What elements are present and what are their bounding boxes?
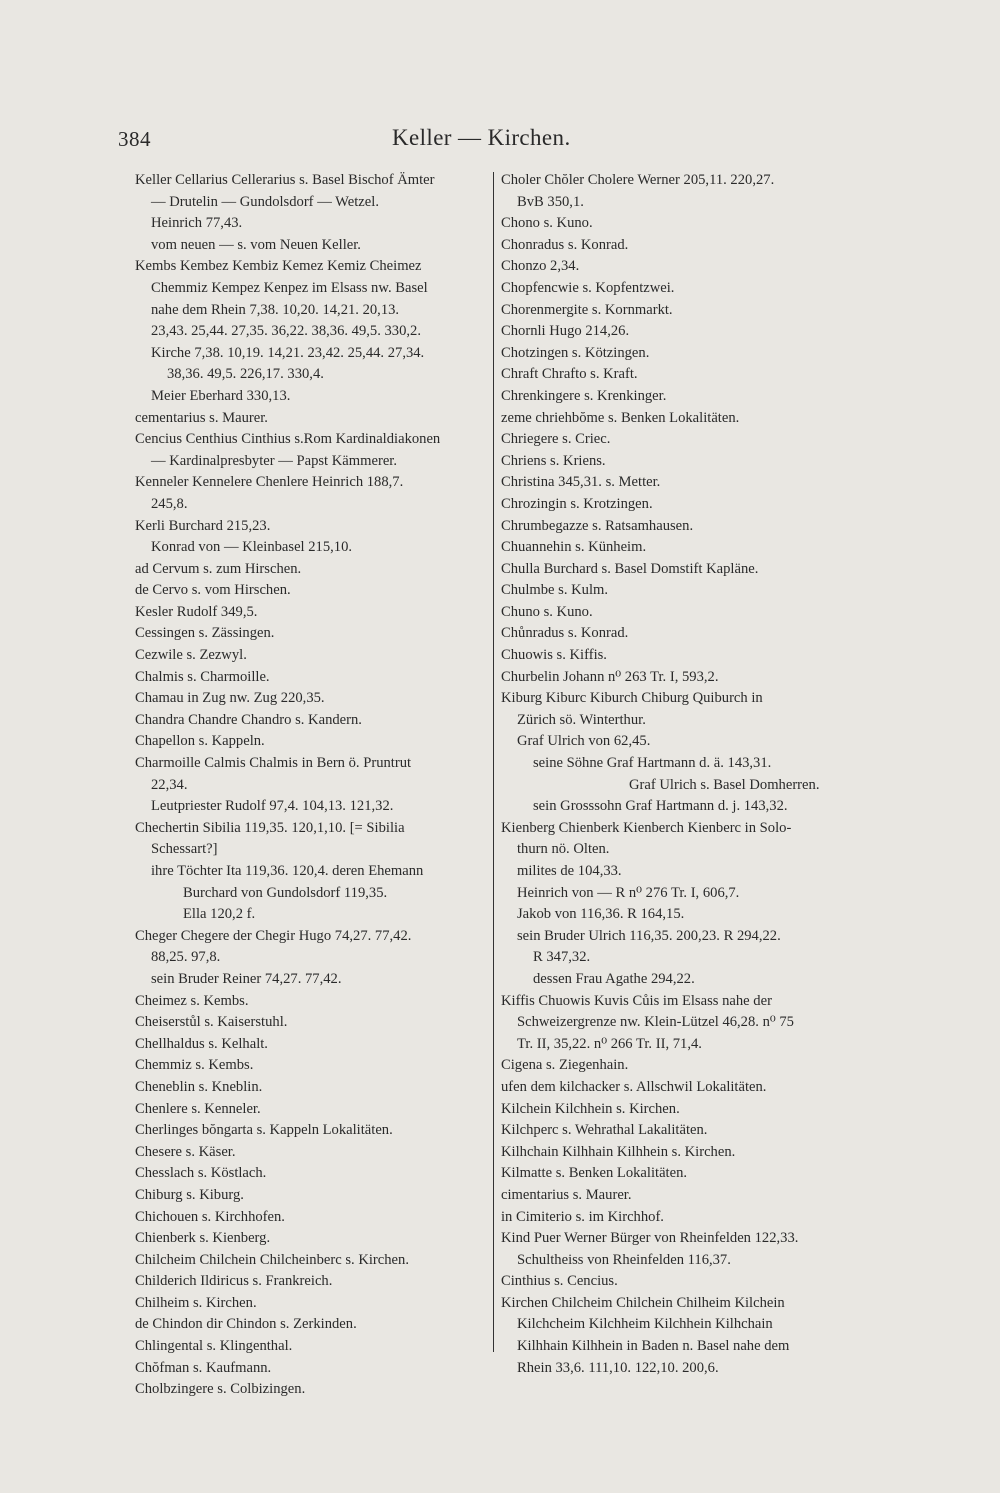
index-entry: Choler Chŏler Cholere Werner 205,11. 220,27.: [501, 172, 775, 188]
index-entry: Cencius Centhius Cinthius s.Rom Kardinaldiakonen: [135, 431, 441, 448]
index-entry: Schultheiss von Rheinfelden 116,37.: [517, 1251, 731, 1268]
index-entry: Cinthius s. Cencius.: [501, 1273, 618, 1290]
index-entry: Chilheim s. Kirchen.: [135, 1294, 257, 1311]
index-entry: Zürich sö. Winterthur.: [517, 711, 646, 728]
index-entry: ufen dem kilchacker s. Allschwil Lokalitäten.: [501, 1078, 767, 1095]
index-entry: sein Bruder Ulrich 116,35. 200,23. R 294,22.: [517, 927, 781, 944]
index-entry: milites de 104,33.: [517, 863, 622, 879]
index-entry: Chapellon s. Kappeln.: [135, 733, 265, 750]
index-entry: Kiburg Kiburc Kiburch Chiburg Quiburch in: [501, 690, 763, 707]
index-entry: in Cimiterio s. im Kirchhof.: [501, 1208, 664, 1225]
index-entry: sein Grosssohn Graf Hartmann d. j. 143,32.: [533, 798, 788, 815]
index-entry: Chechertin Sibilia 119,35. 120,1,10. [= Sibilia: [135, 819, 405, 836]
index-entry: Meier Eberhard 330,13.: [151, 387, 291, 404]
index-entry: Chorenmergite s. Kornmarkt.: [501, 301, 673, 318]
index-entry: Chonzo 2,34.: [501, 258, 580, 275]
index-entry: zeme chriehbŏme s. Benken Lokalitäten.: [501, 409, 740, 426]
index-entry: Cholbzingere s. Colbizingen.: [135, 1381, 306, 1398]
index-entry: Chrozingin s. Krotzingen.: [501, 495, 653, 512]
index-entry: Cheiserstůl s. Kaiserstuhl.: [135, 1014, 288, 1031]
index-entry: Leutpriester Rudolf 97,4. 104,13. 121,32.: [151, 798, 394, 815]
index-entry: Cessingen s. Zässingen.: [135, 625, 275, 642]
index-entry: Kilhhain Kilhhein in Baden n. Basel nahe dem: [517, 1338, 790, 1355]
index-entry: Chesere s. Käser.: [135, 1143, 236, 1160]
index-entry: Chellhaldus s. Kelhalt.: [135, 1035, 268, 1052]
index-entry: Tr. II, 35,22. n⁰ 266 Tr. II, 71,4.: [517, 1035, 702, 1052]
index-entry: Kirche 7,38. 10,19. 14,21. 23,42. 25,44. 27,34.: [151, 344, 425, 361]
index-entry: Charmoille Calmis Chalmis in Bern ö. Pruntrut: [135, 755, 412, 772]
index-entry: Chopfencwie s. Kopfentzwei.: [501, 279, 675, 296]
index-entry: Kenneler Kennelere Chenlere Heinrich 188,7.: [135, 474, 404, 491]
index-entry: Kerli Burchard 215,23.: [135, 517, 271, 534]
left-column: [135, 170, 487, 1401]
index-entry: R 347,32.: [533, 949, 591, 966]
index-entry: Chlingental s. Klingenthal.: [135, 1338, 293, 1355]
index-entry: Chuno s. Kuno.: [501, 603, 593, 620]
index-entry: 22,34.: [151, 776, 188, 793]
index-entry: de Cervo s. vom Hirschen.: [135, 582, 291, 599]
index-entry: Konrad von — Kleinbasel 215,10.: [151, 539, 353, 556]
index-entry: Chornli Hugo 214,26.: [501, 323, 630, 340]
index-entry: Chulla Burchard s. Basel Domstift Kapläne.: [501, 560, 759, 577]
index-entry: Chriens s. Kriens.: [501, 452, 606, 469]
index-entry: Jakob von 116,36. R 164,15.: [517, 906, 685, 923]
index-entry: Chichouen s. Kirchhofen.: [135, 1208, 285, 1225]
index-entry: Kilchein Kilchhein s. Kirchen.: [501, 1100, 680, 1117]
index-entry: Chemmiz Kempez Kenpez im Elsass nw. Basel: [151, 279, 428, 296]
index-entry: Schessart?]: [151, 841, 218, 858]
index-entry: de Chindon dir Chindon s. Zerkinden.: [135, 1316, 357, 1333]
index-entry: ad Cervum s. zum Hirschen.: [135, 560, 302, 577]
index-entry: Chonradus s. Konrad.: [501, 236, 629, 253]
right-column: [501, 170, 863, 1379]
index-entry: Heinrich 77,43.: [151, 215, 243, 232]
index-entry: Kembs Kembez Kembiz Kemez Kemiz Cheimez: [135, 258, 422, 275]
index-entry: Chrenkingere s. Krenkinger.: [501, 387, 667, 404]
index-entry: Childerich Ildiricus s. Frankreich.: [135, 1273, 333, 1290]
index-entry: Chulmbe s. Kulm.: [501, 582, 609, 599]
index-entry: — Drutelin — Gundolsdorf — Wetzel.: [151, 193, 379, 210]
index-entry: Kilchcheim Kilchheim Kilchhein Kilhchain: [517, 1316, 773, 1333]
index-entry: Chamau in Zug nw. Zug 220,35.: [135, 690, 325, 707]
index-entry: 88,25. 97,8.: [151, 949, 221, 966]
index-entry: Kienberg Chienberk Kienberch Kienberc in Solo-: [501, 819, 792, 836]
index-entry: Kind Puer Werner Bürger von Rheinfelden 122,33.: [501, 1230, 799, 1247]
index-entry: Ella 120,2 f.: [183, 906, 256, 923]
index-entry: Chraft Chrafto s. Kraft.: [501, 366, 638, 383]
index-entry: — Kardinalpresbyter — Papst Kämmerer.: [151, 452, 397, 469]
index-entry: 38,36. 49,5. 226,17. 330,4.: [167, 366, 324, 383]
index-entry: Schweizergrenze nw. Klein-Lützel 46,28. n⁰ 75: [517, 1014, 794, 1031]
index-entry: Chienberk s. Kienberg.: [135, 1230, 271, 1247]
index-entry: Cezwile s. Zezwyl.: [135, 647, 247, 664]
running-title: Keller — Kirchen.: [392, 125, 571, 150]
index-entry: Chotzingen s. Kötzingen.: [501, 344, 650, 361]
index-entry: Cheimez s. Kembs.: [135, 992, 249, 1009]
index-entry: Kirchen Chilcheim Chilchein Chilheim Kilchein: [501, 1294, 785, 1311]
index-entry: Kiffis Chuowis Kuvis Cůis im Elsass nahe der: [501, 992, 772, 1009]
index-entry: 23,43. 25,44. 27,35. 36,22. 38,36. 49,5. 330,2.: [151, 323, 421, 340]
index-entry: 245,8.: [151, 495, 188, 512]
index-entry: Kilhchain Kilhhain Kilhhein s. Kirchen.: [501, 1143, 736, 1160]
index-entry: Graf Ulrich s. Basel Domherren.: [629, 776, 820, 793]
index-entry: Chrumbegazze s. Ratsamhausen.: [501, 517, 694, 534]
index-entry: Chemmiz s. Kembs.: [135, 1057, 254, 1074]
index-entry: dessen Frau Agathe 294,22.: [533, 970, 695, 987]
index-entry: vom neuen — s. vom Neuen Keller.: [151, 236, 361, 253]
index-entry: Chůnradus s. Konrad.: [501, 625, 629, 642]
index-entry: Chilcheim Chilchein Chilcheinberc s. Kirchen.: [135, 1251, 409, 1268]
index-entry: Kilmatte s. Benken Lokalitäten.: [501, 1165, 688, 1182]
index-entry: sein Bruder Reiner 74,27. 77,42.: [151, 970, 342, 987]
index-entry: Cheger Chegere der Chegir Hugo 74,27. 77,42.: [135, 927, 412, 944]
index-entry: Christina 345,31. s. Metter.: [501, 474, 661, 491]
index-entry: Churbelin Johann n⁰ 263 Tr. I, 593,2.: [501, 668, 719, 685]
index-entry: Cigena s. Ziegenhain.: [501, 1057, 629, 1074]
index-entry: Kesler Rudolf 349,5.: [135, 603, 258, 620]
index-entry: seine Söhne Graf Hartmann d. ä. 143,31.: [533, 755, 772, 772]
index-entry: BvB 350,1.: [517, 193, 584, 210]
index-entry: Chiburg s. Kiburg.: [135, 1186, 244, 1203]
index-entry: Chesslach s. Köstlach.: [135, 1165, 267, 1182]
column-divider: [493, 172, 494, 1352]
index-entry: thurn nö. Olten.: [517, 841, 610, 858]
index-entry: Chriegere s. Criec.: [501, 431, 611, 448]
page-number: 384: [118, 127, 151, 151]
index-entry: cementarius s. Maurer.: [135, 409, 268, 426]
index-entry: Kilchperc s. Wehrathal Lakalitäten.: [501, 1122, 708, 1139]
index-entry: Chalmis s. Charmoille.: [135, 668, 270, 685]
index-entry: Chuowis s. Kiffis.: [501, 647, 607, 664]
index-entry: Chenlere s. Kenneler.: [135, 1100, 261, 1117]
index-entry: Burchard von Gundolsdorf 119,35.: [183, 884, 388, 901]
index-entry: Chono s. Kuno.: [501, 215, 593, 232]
index-entry: Cherlinges bŏngarta s. Kappeln Lokalitäten.: [135, 1122, 393, 1139]
index-entry: Cheneblin s. Kneblin.: [135, 1078, 263, 1095]
index-entry: cimentarius s. Maurer.: [501, 1186, 632, 1203]
index-entry: Chuannehin s. Künheim.: [501, 539, 647, 556]
index-entry: Graf Ulrich von 62,45.: [517, 733, 651, 750]
index-entry: Rhein 33,6. 111,10. 122,10. 200,6.: [517, 1359, 719, 1376]
index-entry: Heinrich von — R n⁰ 276 Tr. I, 606,7.: [517, 884, 740, 901]
index-entry: Chŏfman s. Kaufmann.: [135, 1359, 272, 1376]
index-entry: nahe dem Rhein 7,38. 10,20. 14,21. 20,13.: [151, 301, 400, 318]
index-entry: Chandra Chandre Chandro s. Kandern.: [135, 711, 362, 728]
index-entry: Keller Cellarius Cellerarius s. Basel Bischof Ämter: [135, 172, 435, 188]
index-entry: ihre Töchter Ita 119,36. 120,4. deren Ehemann: [151, 863, 424, 879]
